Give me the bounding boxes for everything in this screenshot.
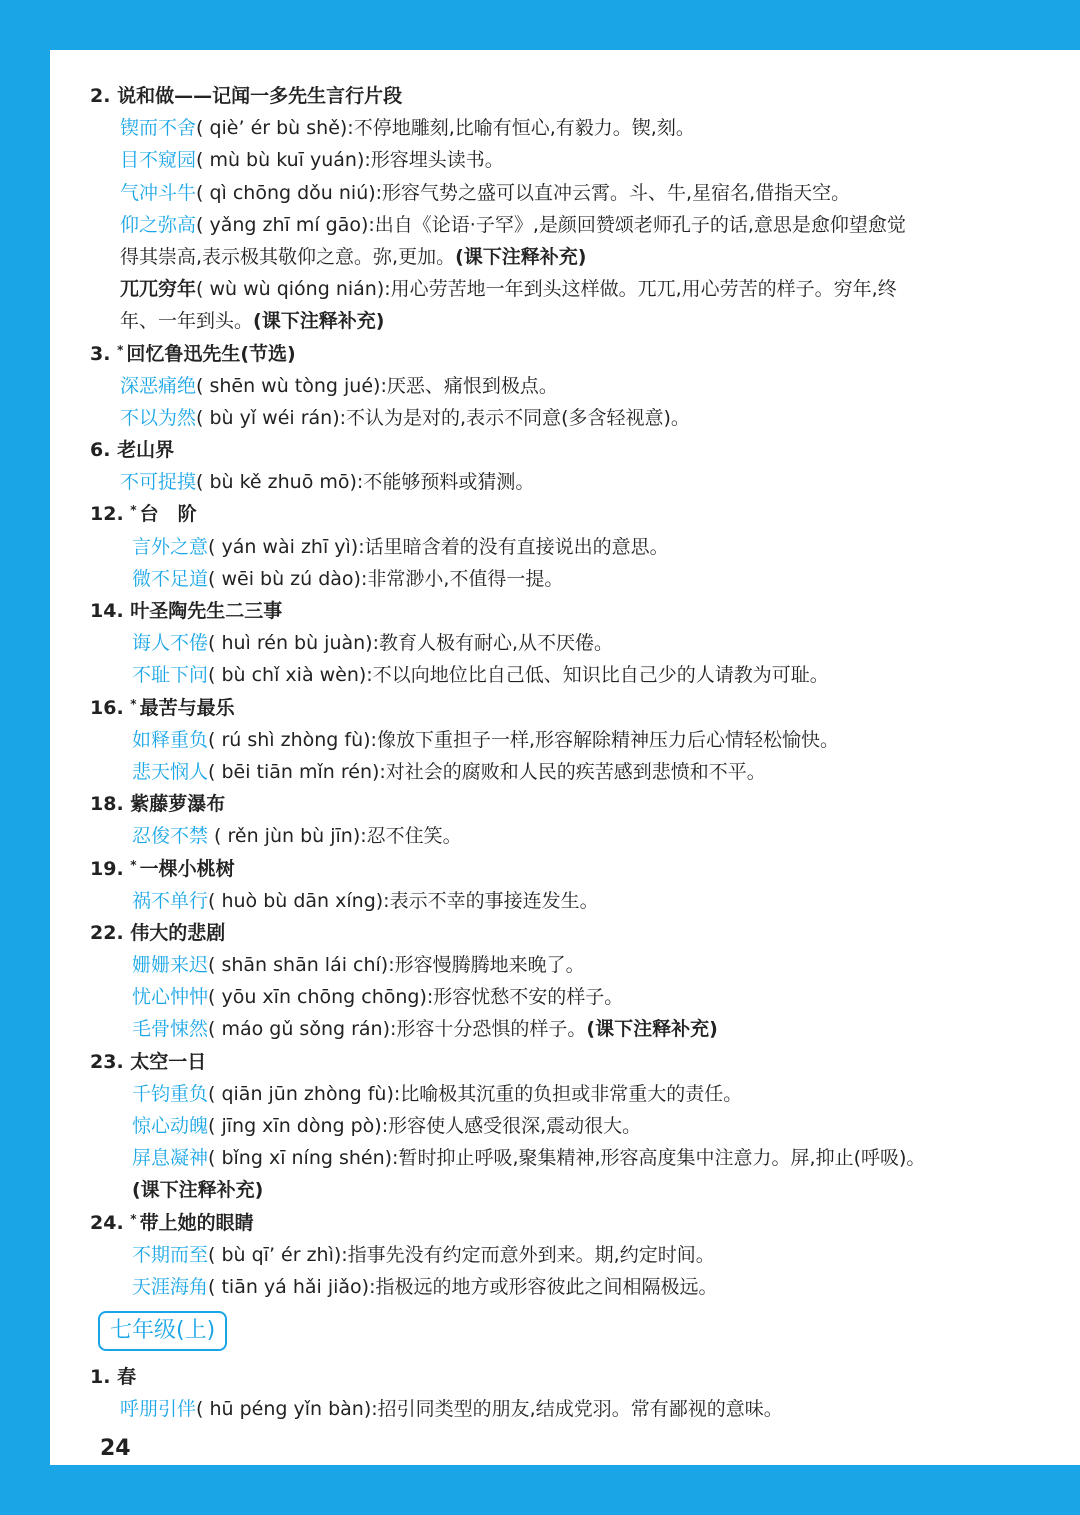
- idiom-entry: [90, 1110, 1040, 1142]
- asterisk-icon: *: [117, 342, 124, 357]
- idiom-term: 锲而不舍: [120, 117, 197, 140]
- lesson-title: 太空一日: [130, 1050, 207, 1073]
- idiom-definition: ( huò bù dān xíng):表示不幸的事接连发生。: [208, 889, 599, 912]
- lesson-title: 最苦与最乐: [139, 696, 235, 719]
- idiom-definition: ( bēi tiān mǐn rén):对社会的腐败和人民的疾苦感到悲愤和不平。: [208, 760, 766, 783]
- idiom-entry: [90, 820, 1040, 852]
- idiom-entry-continuation: [90, 305, 1040, 337]
- idiom-term: 仰之弥高: [120, 213, 197, 236]
- idiom-definition: ( rěn jùn bù jīn):忍不住笑。: [208, 825, 462, 848]
- lesson-heading: [90, 80, 1040, 112]
- idiom-entry: [90, 981, 1040, 1013]
- idiom-definition: ( wēi bù zú dào):非常渺小,不值得一提。: [208, 567, 564, 590]
- idiom-definition: ( jīng xīn dòng pò):形容使人感受很深,震动很大。: [208, 1115, 642, 1137]
- idiom-entry-continuation: [90, 1174, 1040, 1206]
- lesson-title: 带上她的眼睛: [139, 1211, 254, 1234]
- lesson-title: 伟大的悲剧: [130, 921, 226, 944]
- grade-tag: 七年级(上): [98, 1311, 227, 1351]
- asterisk-icon: *: [130, 503, 137, 518]
- lesson-number: 14.: [90, 600, 124, 622]
- lesson-heading: [90, 434, 1040, 466]
- lesson-heading: [90, 1046, 1040, 1078]
- idiom-term: 屏息凝神: [132, 1147, 209, 1170]
- idiom-entry: [90, 466, 1040, 498]
- idiom-definition: ( bù chǐ xià wèn):不以向地位比自己低、知识比自己少的人请教为可耻。: [208, 664, 829, 687]
- lesson-number: 3.: [90, 342, 111, 365]
- page-number: 24: [100, 1436, 131, 1461]
- idiom-entry: [90, 756, 1040, 788]
- asterisk-icon: *: [130, 1211, 137, 1226]
- idiom-term: 呼朋引伴: [120, 1398, 197, 1421]
- lesson-heading: [90, 917, 1040, 949]
- idiom-entry: [90, 563, 1040, 595]
- lesson-number: 1.: [90, 1366, 111, 1389]
- supplement-note: (课下注释补充): [455, 245, 587, 268]
- idiom-definition: ( huì rén bù juàn):教育人极有耐心,从不厌倦。: [208, 632, 614, 655]
- idiom-definition: ( hū péng yǐn bàn):招引同类型的朋友,结成党羽。常有鄙视的意味。: [196, 1398, 783, 1421]
- idiom-entry: [90, 1142, 1040, 1174]
- lesson-number: 16.: [90, 696, 124, 719]
- lesson-title: 叶圣陶先生二三事: [130, 600, 283, 622]
- asterisk-icon: *: [130, 857, 137, 872]
- idiom-entry: [90, 949, 1040, 981]
- lesson-number: 18.: [90, 793, 124, 816]
- idiom-entry: [90, 112, 1040, 144]
- idiom-entry: [90, 1013, 1040, 1045]
- supplement-note: (课下注释补充): [132, 1179, 264, 1202]
- idiom-entry: [90, 1393, 1040, 1425]
- idiom-term: 毛骨悚然: [132, 1018, 209, 1041]
- idiom-definition: ( yǎng zhī mí gāo):出自《论语·子罕》,是颜回赞颂老师孔子的话,意思是愈仰望愈觉: [196, 213, 906, 236]
- idiom-entry: [90, 885, 1040, 917]
- lesson-title: 紫藤萝瀑布: [130, 793, 226, 816]
- lesson-title: 一棵小桃树: [139, 857, 235, 880]
- idiom-term: 祸不单行: [132, 889, 209, 912]
- idiom-term: 目不窥园: [120, 149, 197, 172]
- lesson-number: 12.: [90, 503, 124, 526]
- idiom-definition: ( rú shì zhòng fù):像放下重担子一样,形容解除精神压力后心情轻松愉快。: [208, 728, 839, 751]
- lesson-title: 台 阶: [139, 503, 197, 526]
- supplement-note: (课下注释补充): [586, 1018, 718, 1041]
- idiom-term: 言外之意: [132, 535, 209, 558]
- grade-tag-row: [90, 1303, 1040, 1361]
- idiom-definition: ( wù wù qióng nián):用心劳苦地一年到头这样做。兀兀,用心劳苦的样子。穷年,终: [196, 278, 897, 301]
- lesson-number: 22.: [90, 921, 124, 944]
- idiom-definition: ( bǐng xī níng shén):暂时抑止呼吸,聚集精神,形容高度集中注意力。屏,抑止(呼吸)。: [208, 1147, 926, 1170]
- idiom-definition: ( bù yǐ wéi rán):不认为是对的,表示不同意(多含轻视意)。: [196, 406, 690, 429]
- lesson-title: 回忆鲁迅先生(节选): [126, 342, 296, 365]
- idiom-definition: ( shēn wù tòng jué):厌恶、痛恨到极点。: [196, 374, 558, 397]
- idiom-entry: [90, 370, 1040, 402]
- idiom-entry-continuation: [90, 241, 1040, 273]
- idiom-entry: [90, 273, 1040, 305]
- idiom-entry: [90, 531, 1040, 563]
- idiom-entry: [90, 659, 1040, 691]
- idiom-definition: ( qiè’ ér bù shě):不停地雕刻,比喻有恒心,有毅力。锲,刻。: [196, 117, 695, 140]
- idiom-definition: ( qiān jūn zhòng fù):比喻极其沉重的负担或非常重大的责任。: [208, 1082, 743, 1105]
- lesson-number: 19.: [90, 857, 124, 880]
- lesson-number: 6.: [90, 439, 111, 462]
- idiom-definition: ( bù kě zhuō mō):不能够预料或猜测。: [196, 471, 535, 494]
- idiom-term: 微不足道: [132, 567, 209, 590]
- lesson-number: 2.: [90, 85, 111, 107]
- idiom-term: 深恶痛绝: [120, 374, 197, 397]
- asterisk-icon: *: [130, 696, 137, 711]
- idiom-entry: [90, 402, 1040, 434]
- idiom-term: 天涯海角: [132, 1275, 209, 1298]
- idiom-definition-cont: 得其崇高,表示极其敬仰之意。弥,更加。: [120, 245, 456, 268]
- page-sheet: [50, 50, 1080, 1465]
- idiom-term: 兀兀穷年: [120, 278, 197, 301]
- idiom-term: 不耻下问: [132, 664, 209, 687]
- idiom-definition: ( qì chōng dǒu niú):形容气势之盛可以直冲云霄。斗、牛,星宿名,借指天空。: [196, 181, 851, 204]
- supplement-note: (课下注释补充): [253, 310, 385, 333]
- idiom-entry: [90, 1271, 1040, 1303]
- idiom-term: 不期而至: [132, 1243, 209, 1266]
- idiom-term: 姗姗来迟: [132, 954, 209, 977]
- idiom-entry: [90, 1078, 1040, 1110]
- idiom-definition: ( yōu xīn chōng chōng):形容忧愁不安的样子。: [208, 986, 624, 1009]
- idiom-entry: [90, 627, 1040, 659]
- idiom-entry: [90, 724, 1040, 756]
- idiom-definition: ( shān shān lái chí):形容慢腾腾地来晚了。: [208, 954, 585, 977]
- idiom-term: 如释重负: [132, 728, 209, 751]
- idiom-term: 不以为然: [120, 406, 197, 429]
- idiom-entry: [90, 177, 1040, 209]
- idiom-definition: ( yán wài zhī yì):话里暗含着的没有直接说出的意思。: [208, 535, 669, 558]
- idiom-term: 不可捉摸: [120, 471, 197, 494]
- idiom-term: 气冲斗牛: [120, 181, 197, 204]
- lesson-number: 24.: [90, 1211, 124, 1234]
- idiom-term: 千钧重负: [132, 1082, 209, 1105]
- lesson-title: 春: [117, 1366, 137, 1389]
- idiom-term: 诲人不倦: [132, 632, 209, 655]
- idiom-definition: ( máo gǔ sǒng rán):形容十分恐惧的样子。: [208, 1018, 587, 1041]
- idiom-entry: [90, 144, 1040, 176]
- lesson-title: 老山界: [117, 439, 175, 462]
- lesson-heading: [90, 595, 1040, 627]
- idiom-entry: [90, 209, 1040, 241]
- idiom-definition: ( tiān yá hǎi jiǎo):指极远的地方或形容彼此之间相隔极远。: [208, 1275, 718, 1298]
- idiom-definition: ( mù bù kuī yuán):形容埋头读书。: [196, 149, 504, 172]
- idiom-entry: [90, 1239, 1040, 1271]
- idiom-term: 悲天悯人: [132, 760, 209, 783]
- lesson-number: 23.: [90, 1050, 124, 1073]
- lesson-heading: [90, 692, 1040, 724]
- idiom-term: 惊心动魄: [132, 1115, 209, 1137]
- idiom-term: 忧心忡忡: [132, 986, 209, 1009]
- lesson-heading: [90, 788, 1040, 820]
- idiom-term: 忍俊不禁: [132, 825, 209, 848]
- lesson-heading: [90, 338, 1040, 370]
- lesson-heading: [90, 853, 1040, 885]
- lesson-heading: [90, 1361, 1040, 1393]
- lesson-heading: [90, 1207, 1040, 1239]
- glossary-content: [90, 80, 1040, 1426]
- lesson-title: 说和做——记闻一多先生言行片段: [117, 85, 403, 107]
- idiom-definition: ( bù qī’ ér zhì):指事先没有约定而意外到来。期,约定时间。: [208, 1243, 715, 1266]
- idiom-definition-cont: 年、一年到头。: [120, 310, 254, 333]
- lesson-heading: [90, 498, 1040, 530]
